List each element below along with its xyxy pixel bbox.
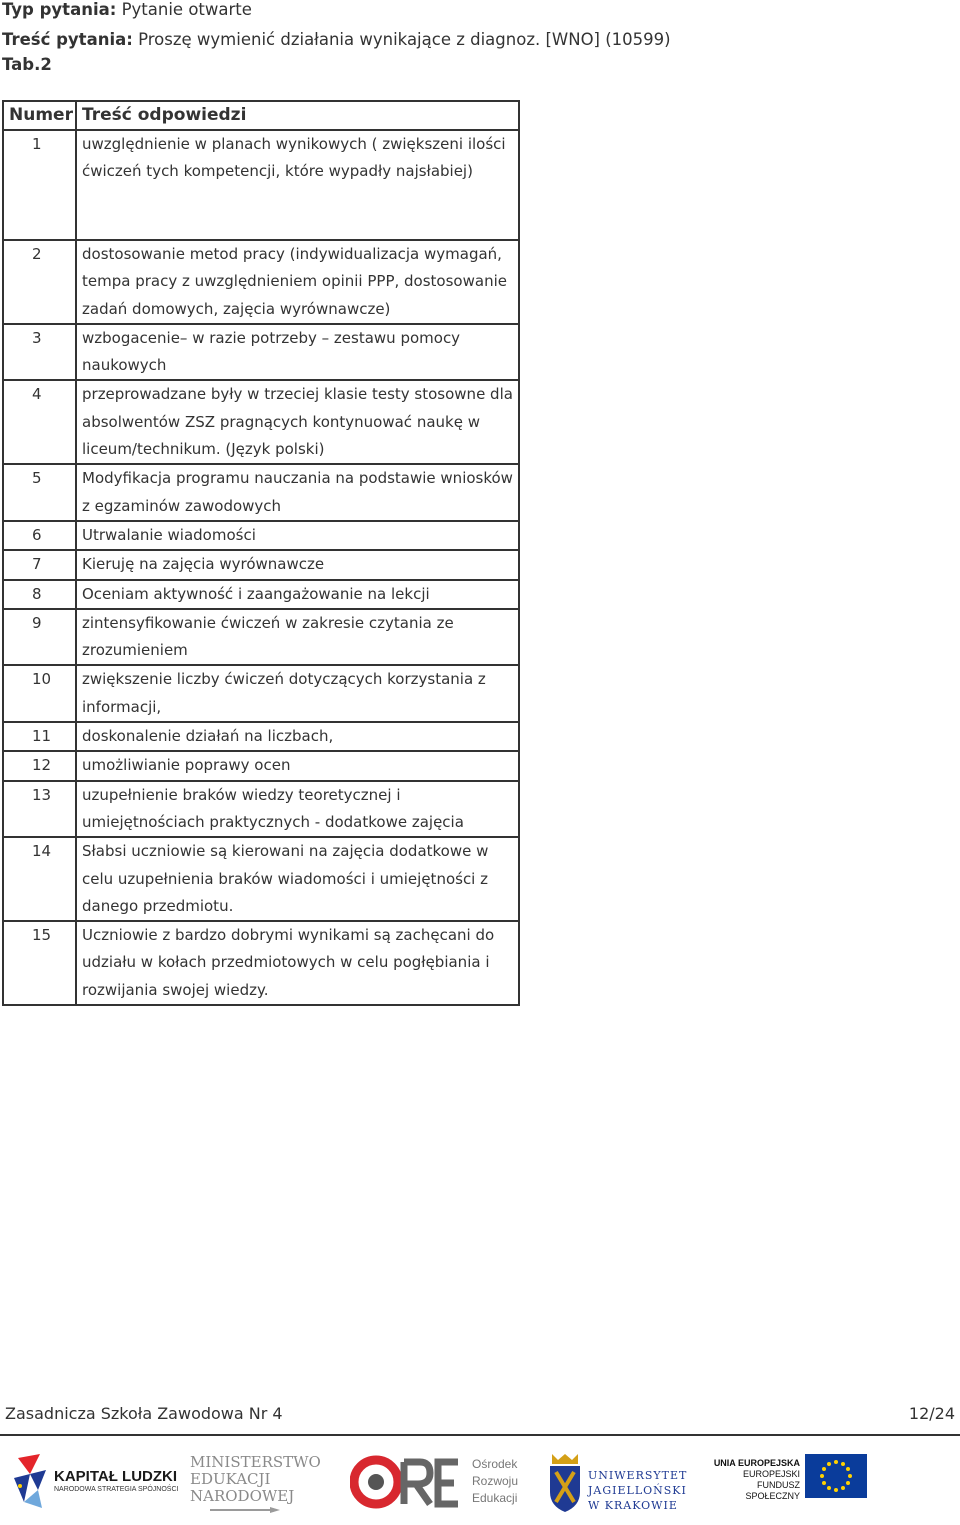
- ore-line-3: Edukacji: [472, 1491, 518, 1505]
- table-row: [3, 837, 519, 921]
- row-number: 14: [3, 837, 76, 921]
- row-answer-text: wzbogacenie– w razie potrzeby – zestawu pomocy naukowych: [76, 324, 519, 381]
- kapital-ludzki-title: KAPITAŁ LUDZKI: [54, 1468, 178, 1485]
- row-number: 5: [3, 464, 76, 521]
- row-answer-text: dostosowanie metod pracy (indywidualizacja wymagań, tempa pracy z uwzględnieniem opinii PPP, dostosowanie zadań domowych, zajęcia wyrównawcze): [76, 240, 519, 324]
- table-row: [3, 550, 519, 579]
- row-number: 12: [3, 751, 76, 780]
- ore-line-1: Ośrodek: [472, 1457, 518, 1471]
- row-answer-text: Kieruję na zajęcia wyrównawcze: [76, 550, 519, 579]
- row-answer-text: Słabsi uczniowie są kierowani na zajęcia dodatkowe w celu uzupełnienia braków wiadomości i umiejętności z danego przedmiotu.: [76, 837, 519, 921]
- men-line-2: EDUKACJI: [190, 1470, 271, 1488]
- table-reference: Tab.2: [2, 55, 52, 74]
- row-answer-text: uzupełnienie braków wiedzy teoretycznej i umiejętnościach praktycznych - dodatkowe zajęcia: [76, 781, 519, 838]
- row-number: 4: [3, 380, 76, 464]
- uj-line-1: UNIWERSYTET: [588, 1469, 688, 1482]
- question-content-value: Proszę wymienić działania wynikające z diagnoz. [WNO] (10599): [138, 30, 671, 49]
- row-answer-text: umożliwianie poprawy ocen: [76, 751, 519, 780]
- row-number: 6: [3, 521, 76, 550]
- footer-divider: [0, 1434, 960, 1436]
- row-answer-text: uwzględnienie w planach wynikowych ( zwiększeni ilości ćwiczeń tych kompetencji, które wypadły najsłabiej): [76, 130, 519, 240]
- footer-page-number: 12/24: [908, 1404, 955, 1423]
- uj-logo: [548, 1448, 688, 1518]
- row-answer-text: doskonalenie działań na liczbach,: [76, 722, 519, 751]
- question-type-value: Pytanie otwarte: [121, 0, 252, 19]
- kapital-ludzki-subtitle: NARODOWA STRATEGIA SPÓJNOŚCI: [54, 1486, 179, 1493]
- ore-logo: [350, 1448, 525, 1518]
- table-row: [3, 324, 519, 381]
- table-row: [3, 130, 519, 240]
- men-line-3: NARODOWEJ: [190, 1487, 295, 1505]
- table-row: [3, 464, 519, 521]
- header-number: Numer: [3, 101, 76, 130]
- question-type-line: [2, 0, 252, 20]
- row-number: 11: [3, 722, 76, 751]
- question-type-label: Typ pytania:: [2, 0, 117, 19]
- row-answer-text: zintensyfikowanie ćwiczeń w zakresie czytania ze zrozumieniem: [76, 609, 519, 666]
- men-pen-icon: [210, 1506, 280, 1514]
- answers-table: [2, 100, 520, 1006]
- eu-line-1: UNIA EUROPEJSKA: [713, 1458, 800, 1468]
- table-body: [3, 130, 519, 1005]
- uj-crest-icon: [548, 1452, 582, 1514]
- row-number: 1: [3, 130, 76, 240]
- row-number: 10: [3, 665, 76, 722]
- row-answer-text: Modyfikacja programu nauczania na podstawie wniosków z egzaminów zawodowych: [76, 464, 519, 521]
- row-answer-text: przeprowadzane były w trzeciej klasie testy stosowne dla absolwentów ZSZ pragnących kontynuować naukę w liceum/technikum. (Język polski): [76, 380, 519, 464]
- footer-school: Zasadnicza Szkoła Zawodowa Nr 4: [5, 1404, 283, 1423]
- table-header-row: [3, 101, 519, 130]
- table-row: [3, 921, 519, 1005]
- row-answer-text: Oceniam aktywność i zaangażowanie na lekcji: [76, 580, 519, 609]
- question-content-line: [2, 30, 671, 50]
- row-number: 15: [3, 921, 76, 1005]
- table-row: [3, 781, 519, 838]
- kapital-ludzki-logo: [8, 1448, 179, 1518]
- row-number: 8: [3, 580, 76, 609]
- ore-mark-icon: [350, 1454, 460, 1514]
- table-row: [3, 609, 519, 666]
- uj-line-2: JAGIELLOŃSKI: [588, 1484, 687, 1497]
- table-row: [3, 380, 519, 464]
- sponsor-logos: [0, 1448, 960, 1518]
- row-number: 3: [3, 324, 76, 381]
- uj-line-3: W KRAKOWIE: [588, 1499, 678, 1512]
- men-line-1: MINISTERSTWO: [190, 1453, 321, 1471]
- table-row: [3, 240, 519, 324]
- ore-line-2: Rozwoju: [472, 1474, 519, 1488]
- table-row: [3, 521, 519, 550]
- eu-flag-icon: [805, 1454, 867, 1498]
- kapital-ludzki-star-icon: [10, 1452, 50, 1510]
- table-row: [3, 665, 519, 722]
- table-row: [3, 751, 519, 780]
- men-logo: [190, 1448, 321, 1518]
- eu-line-2: EUROPEJSKI: [742, 1469, 800, 1479]
- row-number: 13: [3, 781, 76, 838]
- eu-logo: [705, 1448, 875, 1518]
- row-answer-text: Utrwalanie wiadomości: [76, 521, 519, 550]
- table-row: [3, 580, 519, 609]
- question-content-label: Treść pytania:: [2, 30, 133, 49]
- row-number: 7: [3, 550, 76, 579]
- eu-line-3: FUNDUSZ SPOŁECZNY: [745, 1480, 800, 1501]
- row-answer-text: Uczniowie z bardzo dobrymi wynikami są zachęcani do udziału w kołach przedmiotowych w celu pogłębiania i rozwijania swojej wiedzy.: [76, 921, 519, 1005]
- row-answer-text: zwiększenie liczby ćwiczeń dotyczących korzystania z informacji,: [76, 665, 519, 722]
- row-number: 9: [3, 609, 76, 666]
- row-number: 2: [3, 240, 76, 324]
- table-row: [3, 722, 519, 751]
- header-answer: Treść odpowiedzi: [76, 101, 519, 130]
